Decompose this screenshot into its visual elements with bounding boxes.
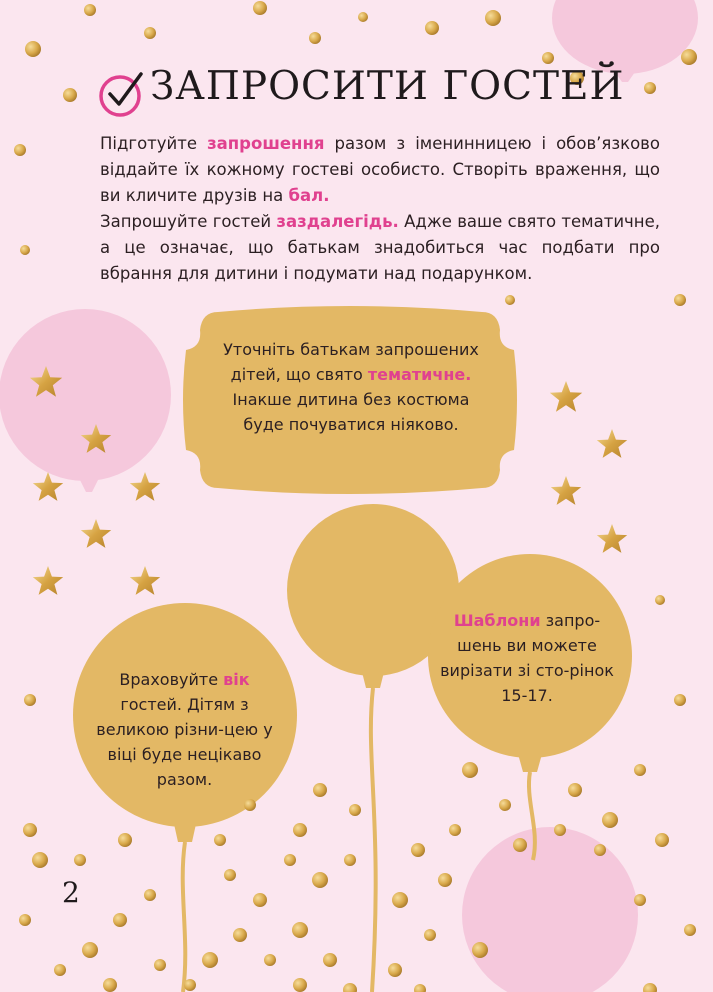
confetti-dot-icon [32,852,48,868]
confetti-dot-icon [103,978,117,992]
confetti-dot-icon [674,294,686,306]
highlight-word: Шаблони [453,611,541,630]
gold-star-icon [597,524,627,553]
confetti-dot-icon [20,245,30,255]
gold-star-icon [81,519,111,548]
confetti-dot-icon [19,914,31,926]
confetti-dot-icon [505,295,515,305]
confetti-dot-icon [23,823,37,837]
confetti-dot-icon [681,49,697,65]
confetti-dot-icon [594,844,606,856]
text-run: запро-шень ви можете вирізати зі сто-рінок 15-17. [440,611,614,705]
gold-balloon-middle [287,504,459,992]
text-run: Підготуйте [100,134,208,153]
confetti-dot-icon [144,889,156,901]
highlight-word: вік [223,670,250,689]
confetti-dot-icon [438,873,452,887]
text-run: Адже ваше свято тематичне, а це означає, що батькам знадобиться час подбати про вбрання для дитини і подумати над подарунком. [100,212,660,283]
confetti-dot-icon [358,12,368,22]
confetti-dot-icon [655,833,669,847]
text-run: разом з іменинницею і обов’язково віддайте їх кожному гостеві особисто. Створіть враження, що ви кличите друзів на [100,134,660,205]
confetti-dot-icon [244,799,256,811]
confetti-dot-icon [202,952,218,968]
confetti-dot-icon [344,854,356,866]
highlight-word: заздалегідь. [276,212,399,231]
confetti-dot-icon [284,854,296,866]
confetti-dot-icon [118,833,132,847]
confetti-dot-icon [388,963,402,977]
confetti-dot-icon [655,595,665,605]
confetti-dot-icon [14,144,26,156]
confetti-dot-icon [414,984,426,992]
confetti-dot-icon [542,52,554,64]
confetti-dot-icon [144,27,156,39]
page-number: 2 [62,876,80,909]
confetti-dot-icon [264,954,276,966]
confetti-dot-icon [224,869,236,881]
confetti-dot-icon [602,812,618,828]
confetti-dot-icon [674,694,686,706]
confetti-dot-icon [293,978,307,992]
confetti-dot-icon [349,804,361,816]
confetti-dot-icon [25,41,41,57]
confetti-dot-icon [472,942,488,958]
confetti-dot-icon [485,10,501,26]
confetti-dot-icon [554,824,566,836]
confetti-dot-icon [54,964,66,976]
gold-star-icon [130,472,160,501]
confetti-dot-icon [154,959,166,971]
text-run: Інакше дитина без костюма буде почуватися ніяково. [232,390,470,434]
balloon-right-text [432,608,622,708]
confetti-dot-icon [411,843,425,857]
confetti-dot-icon [634,894,646,906]
gold-star-icon [597,429,627,458]
confetti-dot-icon [343,983,357,992]
confetti-dot-icon [312,872,328,888]
plaque-text [215,337,487,437]
confetti-dot-icon [684,924,696,936]
confetti-dot-icon [425,21,439,35]
gold-star-icon [550,381,582,412]
confetti-dot-icon [233,928,247,942]
confetti-dot-icon [184,979,196,991]
gold-star-icon [33,566,63,595]
confetti-dot-icon [63,88,77,102]
page-title: ЗАПРОСИТИ ГОСТЕЙ [150,64,625,109]
text-run: Враховуйте [119,670,224,689]
confetti-dot-icon [214,834,226,846]
confetti-dot-icon [634,764,646,776]
confetti-dot-icon [499,799,511,811]
confetti-dot-icon [74,854,86,866]
gold-star-icon [551,476,581,505]
confetti-dot-icon [293,823,307,837]
confetti-dot-icon [323,953,337,967]
pink-balloon-left [0,309,171,492]
highlight-word: тематичне. [367,365,472,384]
gold-star-icon [130,566,160,595]
confetti-dot-icon [24,694,36,706]
confetti-dot-icon [449,824,461,836]
highlight-word: бал. [288,186,330,205]
paragraph-invite-early [100,209,660,287]
gold-balloon-left [73,603,297,992]
confetti-dot-icon [424,929,436,941]
confetti-dot-icon [309,32,321,44]
confetti-dot-icon [84,4,96,16]
highlight-word: запрошення [207,134,325,153]
confetti-dot-icon [644,82,656,94]
confetti-dot-icon [313,783,327,797]
paragraph-invitations [100,131,660,209]
balloon-left-text [92,667,277,792]
text-run: гостей. Дітям з великою різни-цею у віці буде нецікаво разом. [96,695,273,789]
confetti-dot-icon [513,838,527,852]
text-run: Уточніть батькам запрошених дітей, що свято [223,340,479,384]
confetti-dot-icon [113,913,127,927]
confetti-dot-icon [253,893,267,907]
confetti-dot-icon [82,942,98,958]
confetti-dot-icon [462,762,478,778]
confetti-dot-icon [568,783,582,797]
confetti-dot-icon [392,892,408,908]
text-run: Запрошуйте гостей [100,212,277,231]
check-circle-icon [96,66,150,120]
confetti-dot-icon [253,1,267,15]
confetti-dot-icon [292,922,308,938]
pink-balloon-bottom-right [462,827,638,992]
confetti-dot-icon [643,983,657,992]
